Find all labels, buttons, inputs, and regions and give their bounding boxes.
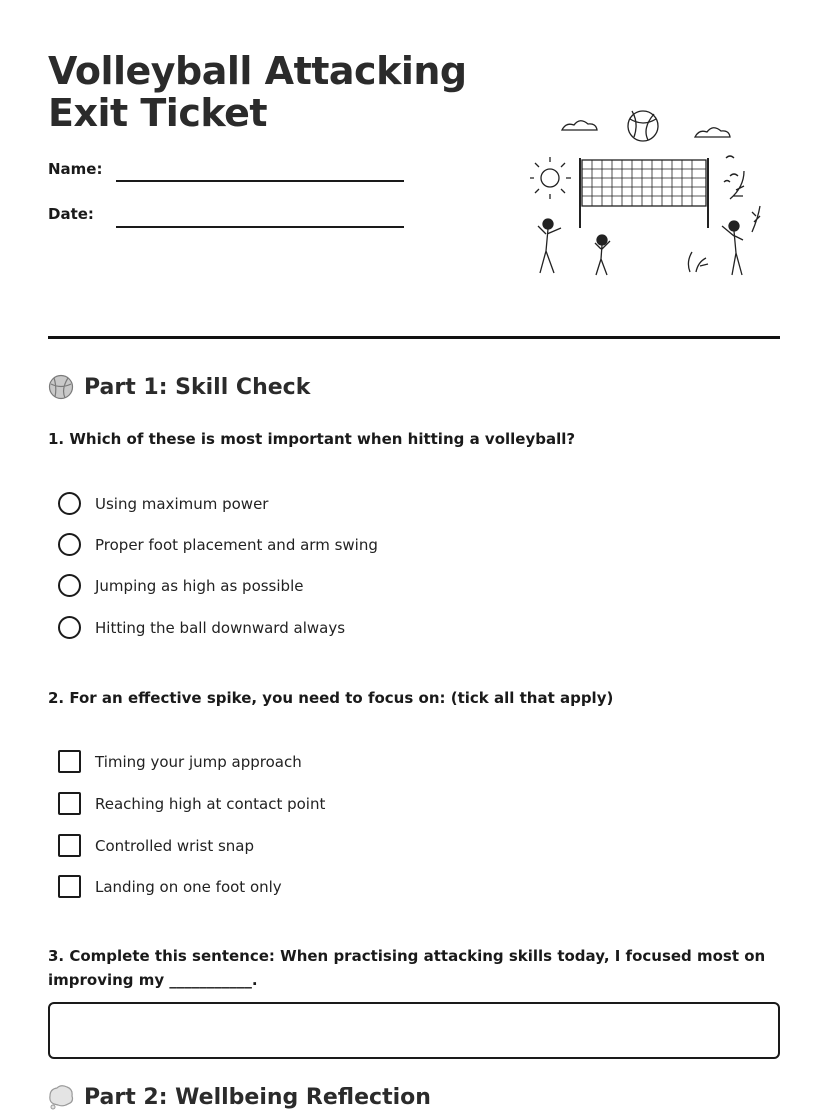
radio-button[interactable] — [58, 574, 81, 597]
section-divider — [48, 336, 780, 339]
volleyball-icon — [48, 374, 74, 400]
option-label: Reaching high at contact point — [95, 794, 326, 813]
date-label: Date: — [48, 205, 94, 223]
question-2: 2. For an effective spike, you need to focus on: (tick all that apply) — [48, 689, 614, 707]
radio-button[interactable] — [58, 533, 81, 556]
option-label: Controlled wrist snap — [95, 836, 255, 855]
checkbox[interactable] — [58, 792, 81, 815]
question-3: 3. Complete this sentence: When practising attacking skills today, I focused most on improving my ___________. — [48, 947, 766, 989]
name-label: Name: — [48, 160, 103, 178]
checkbox[interactable] — [58, 750, 81, 773]
checkbox[interactable] — [58, 834, 81, 857]
q1-option-1[interactable] — [58, 492, 268, 515]
checkbox[interactable] — [58, 875, 81, 898]
q2-option-4[interactable] — [58, 875, 282, 898]
page-title: Volleyball Attacking Exit Ticket — [48, 49, 467, 135]
question-1: 1. Which of these is most important when hitting a volleyball? — [48, 430, 576, 448]
q1-option-3[interactable] — [58, 574, 303, 597]
option-label: Landing on one foot only — [95, 877, 282, 896]
name-field[interactable] — [116, 180, 404, 182]
thought-bubble-icon — [48, 1084, 74, 1110]
option-label: Using maximum power — [95, 494, 269, 513]
option-label: Jumping as high as possible — [95, 576, 304, 595]
radio-button[interactable] — [58, 616, 81, 639]
q1-option-4[interactable] — [58, 616, 345, 639]
option-label: Proper foot placement and arm swing — [95, 535, 378, 554]
option-label: Hitting the ball downward always — [95, 618, 346, 637]
date-field[interactable] — [116, 226, 404, 228]
part2-heading — [48, 1084, 431, 1110]
volleyball-illustration — [530, 104, 770, 284]
q3-answer-field[interactable] — [48, 1002, 780, 1059]
q1-option-2[interactable] — [58, 533, 378, 556]
part2-heading-text: Part 2: Wellbeing Reflection — [84, 1084, 431, 1110]
q2-option-3[interactable] — [58, 834, 254, 857]
option-label: Timing your jump approach — [95, 752, 302, 771]
q2-option-2[interactable] — [58, 792, 325, 815]
q2-option-1[interactable] — [58, 750, 302, 773]
part1-heading — [48, 374, 310, 400]
radio-button[interactable] — [58, 492, 81, 515]
part1-heading-text: Part 1: Skill Check — [84, 374, 311, 400]
